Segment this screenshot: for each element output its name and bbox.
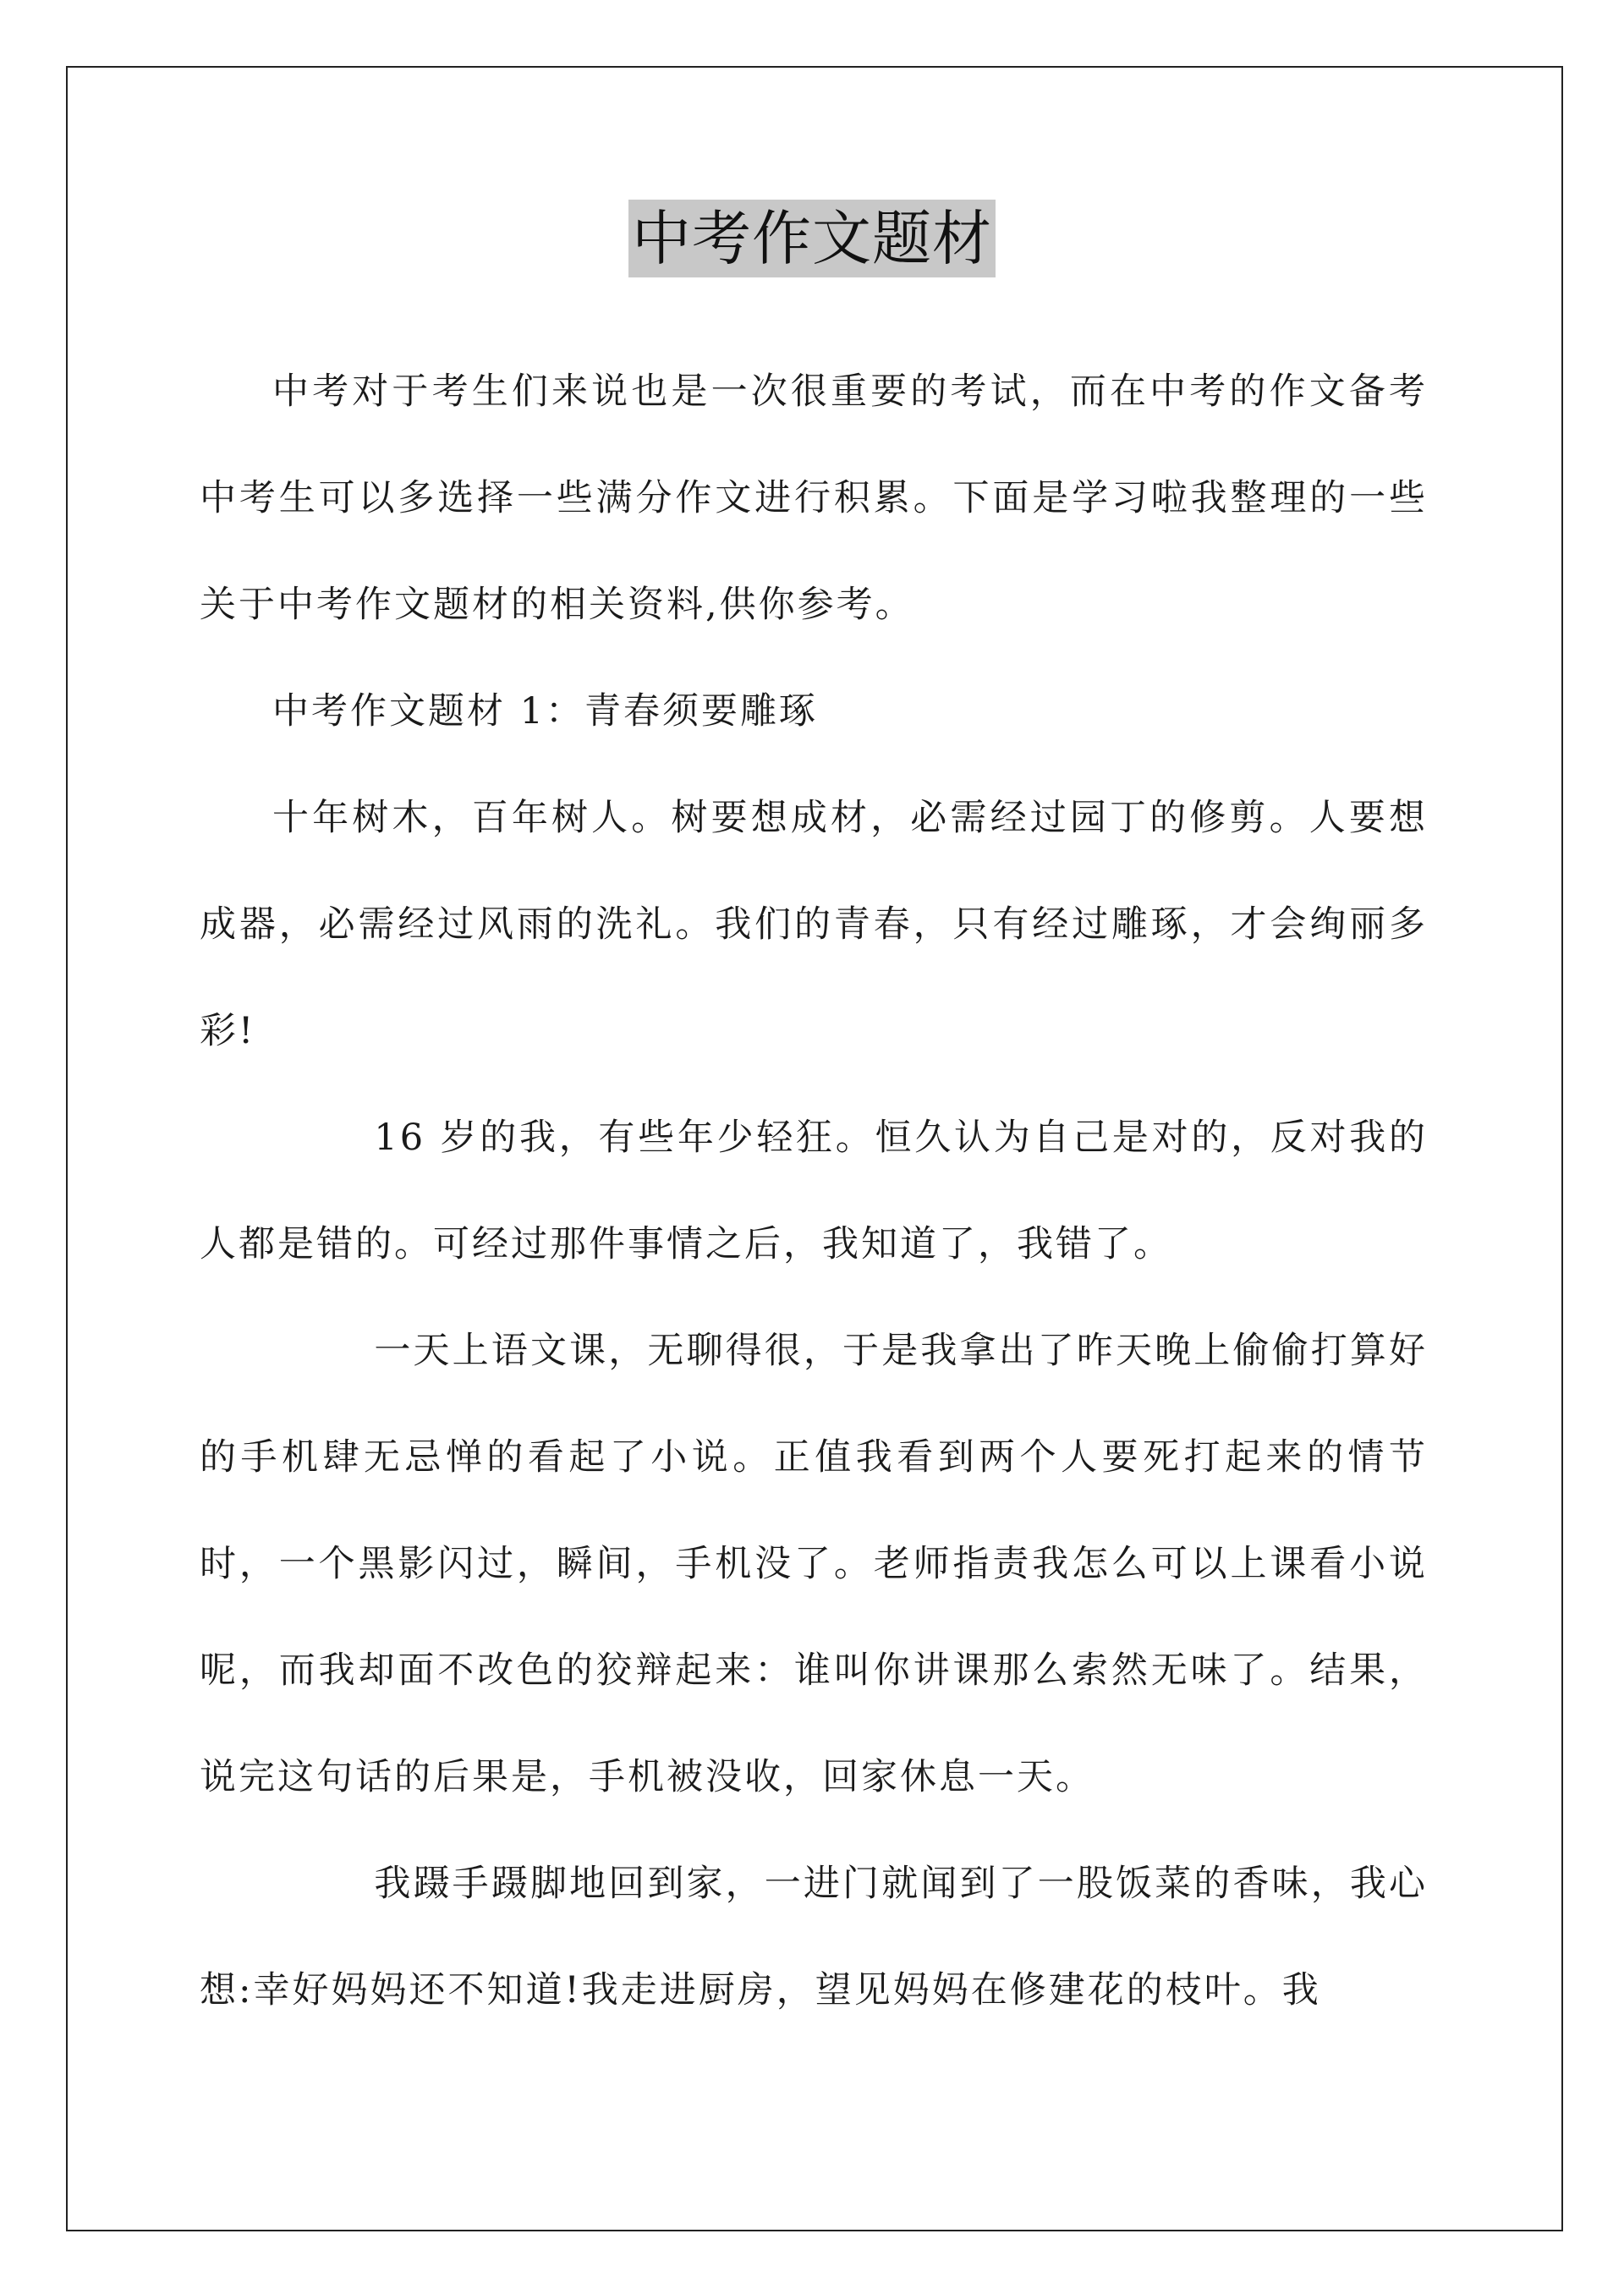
- paragraph-subheading: 中考作文题材 1：青春须要雕琢: [272, 690, 819, 733]
- paragraph-intro: 中考对于考生们来说也是一次很重要的考试，而在中考的作文备考中考生可以多选择一些满分作文进行积累。下面是学习啦我整理的一些关于中考作文题材的相关资料,供你参考。: [200, 370, 1428, 626]
- title-container: [0, 200, 1624, 277]
- paragraph-3: 一天上语文课，无聊得很，于是我拿出了昨天晚上偷偷打算好的手机肆无忌惮的看起了小说。正值我看到两个人要死打起来的情节时，一个黑影闪过，瞬间，手机没了。老师指责我怎么可以上课看小说呢，而我却面不改色的狡辩起来：谁叫你讲课那么索然无味了。结果，说完这句话的后果是，手机被没收，回家休息一天。: [200, 1330, 1428, 1798]
- document-title: 中考作文题材: [628, 200, 996, 277]
- document-body: [200, 338, 1428, 2044]
- paragraph-1: 十年树木，百年树人。树要想成材，必需经过园丁的修剪。人要想成器，必需经过风雨的洗礼。我们的青春，只有经过雕琢，才会绚丽多彩!: [200, 797, 1428, 1052]
- paragraph-2: 16 岁的我，有些年少轻狂。恒久认为自己是对的，反对我的人都是错的。可经过那件事情之后，我知道了，我错了。: [200, 1117, 1428, 1265]
- paragraph-4: 我蹑手蹑脚地回到家，一进门就闻到了一股饭菜的香味，我心想:幸好妈妈还不知道!我走进厨房，望见妈妈在修建花的枝叶。我: [200, 1863, 1428, 2011]
